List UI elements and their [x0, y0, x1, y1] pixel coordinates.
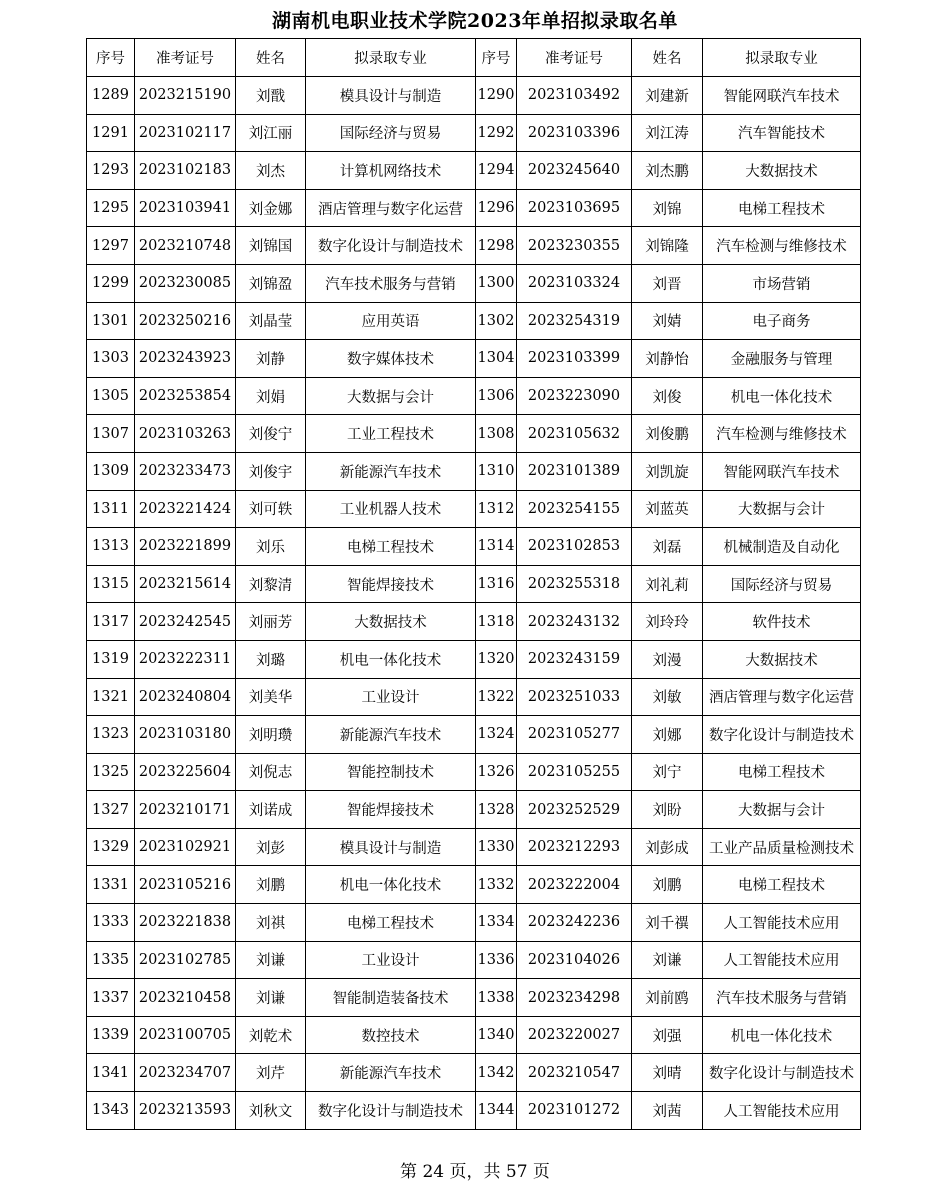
- exam-id-cell: 2023102853: [517, 528, 632, 566]
- seq-cell: 1321: [87, 678, 135, 716]
- seq-cell: 1294: [476, 152, 517, 190]
- name-cell: 刘俊宁: [236, 415, 306, 453]
- exam-id-cell: 2023225604: [135, 753, 236, 791]
- exam-id-cell: 2023243159: [517, 640, 632, 678]
- name-cell: 刘乾术: [236, 1016, 306, 1054]
- name-cell: 刘锦: [632, 189, 703, 227]
- table-row: [87, 678, 861, 716]
- table-row: [87, 377, 861, 415]
- table-row: [87, 791, 861, 829]
- table-row: [87, 490, 861, 528]
- major-cell: 智能网联汽车技术: [703, 77, 861, 115]
- table-row: [87, 1054, 861, 1092]
- name-cell: 刘江丽: [236, 114, 306, 152]
- seq-cell: 1304: [476, 340, 517, 378]
- table-row: [87, 828, 861, 866]
- col-header-exam-id: 准考证号: [135, 39, 236, 77]
- seq-cell: 1312: [476, 490, 517, 528]
- table-row: [87, 528, 861, 566]
- major-cell: 机电一体化技术: [703, 1016, 861, 1054]
- exam-id-cell: 2023254155: [517, 490, 632, 528]
- seq-cell: 1311: [87, 490, 135, 528]
- exam-id-cell: 2023212293: [517, 828, 632, 866]
- exam-id-cell: 2023103941: [135, 189, 236, 227]
- exam-id-cell: 2023254319: [517, 302, 632, 340]
- exam-id-cell: 2023221424: [135, 490, 236, 528]
- seq-cell: 1313: [87, 528, 135, 566]
- major-cell: 国际经济与贸易: [306, 114, 476, 152]
- seq-cell: 1317: [87, 603, 135, 641]
- major-cell: 汽车技术服务与营销: [703, 979, 861, 1017]
- name-cell: 刘明瓒: [236, 716, 306, 754]
- name-cell: 刘金娜: [236, 189, 306, 227]
- exam-id-cell: 2023103324: [517, 264, 632, 302]
- major-cell: 机电一体化技术: [703, 377, 861, 415]
- seq-cell: 1309: [87, 452, 135, 490]
- major-cell: 新能源汽车技术: [306, 716, 476, 754]
- name-cell: 刘玲玲: [632, 603, 703, 641]
- seq-cell: 1323: [87, 716, 135, 754]
- major-cell: 电梯工程技术: [306, 904, 476, 942]
- table-row: [87, 114, 861, 152]
- seq-cell: 1339: [87, 1016, 135, 1054]
- seq-cell: 1308: [476, 415, 517, 453]
- name-cell: 刘凯旋: [632, 452, 703, 490]
- name-cell: 刘秋文: [236, 1092, 306, 1130]
- name-cell: 刘宁: [632, 753, 703, 791]
- major-cell: 软件技术: [703, 603, 861, 641]
- name-cell: 刘俊鹏: [632, 415, 703, 453]
- exam-id-cell: 2023243132: [517, 603, 632, 641]
- major-cell: 电梯工程技术: [703, 866, 861, 904]
- name-cell: 刘江涛: [632, 114, 703, 152]
- seq-cell: 1297: [87, 227, 135, 265]
- exam-id-cell: 2023105277: [517, 716, 632, 754]
- seq-cell: 1322: [476, 678, 517, 716]
- exam-id-cell: 2023102921: [135, 828, 236, 866]
- major-cell: 新能源汽车技术: [306, 1054, 476, 1092]
- major-cell: 工业设计: [306, 678, 476, 716]
- seq-cell: 1290: [476, 77, 517, 115]
- major-cell: 新能源汽车技术: [306, 452, 476, 490]
- major-cell: 数字化设计与制造技术: [703, 1054, 861, 1092]
- major-cell: 数字化设计与制造技术: [703, 716, 861, 754]
- seq-cell: 1328: [476, 791, 517, 829]
- admission-table: [86, 38, 861, 1130]
- seq-cell: 1298: [476, 227, 517, 265]
- seq-cell: 1332: [476, 866, 517, 904]
- major-cell: 智能焊接技术: [306, 565, 476, 603]
- exam-id-cell: 2023220027: [517, 1016, 632, 1054]
- major-cell: 酒店管理与数字化运营: [703, 678, 861, 716]
- name-cell: 刘建新: [632, 77, 703, 115]
- exam-id-cell: 2023210458: [135, 979, 236, 1017]
- name-cell: 刘茜: [632, 1092, 703, 1130]
- seq-cell: 1316: [476, 565, 517, 603]
- major-cell: 数字化设计与制造技术: [306, 1092, 476, 1130]
- major-cell: 工业设计: [306, 941, 476, 979]
- table-row: [87, 340, 861, 378]
- seq-cell: 1333: [87, 904, 135, 942]
- major-cell: 酒店管理与数字化运营: [306, 189, 476, 227]
- major-cell: 大数据技术: [703, 152, 861, 190]
- major-cell: 数字媒体技术: [306, 340, 476, 378]
- major-cell: 汽车智能技术: [703, 114, 861, 152]
- name-cell: 刘锦国: [236, 227, 306, 265]
- seq-cell: 1302: [476, 302, 517, 340]
- major-cell: 大数据技术: [306, 603, 476, 641]
- name-cell: 刘芹: [236, 1054, 306, 1092]
- table-row: [87, 904, 861, 942]
- table-row: [87, 152, 861, 190]
- exam-id-cell: 2023103263: [135, 415, 236, 453]
- seq-cell: 1306: [476, 377, 517, 415]
- exam-id-cell: 2023252529: [517, 791, 632, 829]
- name-cell: 刘黎清: [236, 565, 306, 603]
- table-row: [87, 1016, 861, 1054]
- name-cell: 刘娜: [632, 716, 703, 754]
- name-cell: 刘谦: [236, 941, 306, 979]
- table-row: [87, 77, 861, 115]
- exam-id-cell: 2023103492: [517, 77, 632, 115]
- seq-cell: 1319: [87, 640, 135, 678]
- table-row: [87, 640, 861, 678]
- name-cell: 刘乐: [236, 528, 306, 566]
- major-cell: 机械制造及自动化: [703, 528, 861, 566]
- exam-id-cell: 2023234298: [517, 979, 632, 1017]
- table-row: [87, 227, 861, 265]
- exam-id-cell: 2023240804: [135, 678, 236, 716]
- seq-cell: 1295: [87, 189, 135, 227]
- table-row: [87, 565, 861, 603]
- exam-id-cell: 2023230085: [135, 264, 236, 302]
- name-cell: 刘锦隆: [632, 227, 703, 265]
- name-cell: 刘鹏: [632, 866, 703, 904]
- seq-cell: 1299: [87, 264, 135, 302]
- exam-id-cell: 2023105632: [517, 415, 632, 453]
- exam-id-cell: 2023253854: [135, 377, 236, 415]
- exam-id-cell: 2023221838: [135, 904, 236, 942]
- name-cell: 刘锦盈: [236, 264, 306, 302]
- seq-cell: 1307: [87, 415, 135, 453]
- major-cell: 智能制造装备技术: [306, 979, 476, 1017]
- name-cell: 刘鹏: [236, 866, 306, 904]
- name-cell: 刘璐: [236, 640, 306, 678]
- name-cell: 刘彭: [236, 828, 306, 866]
- name-cell: 刘杰: [236, 152, 306, 190]
- exam-id-cell: 2023223090: [517, 377, 632, 415]
- table-row: [87, 866, 861, 904]
- major-cell: 国际经济与贸易: [703, 565, 861, 603]
- name-cell: 刘美华: [236, 678, 306, 716]
- major-cell: 智能焊接技术: [306, 791, 476, 829]
- major-cell: 数控技术: [306, 1016, 476, 1054]
- seq-cell: 1340: [476, 1016, 517, 1054]
- exam-id-cell: 2023100705: [135, 1016, 236, 1054]
- major-cell: 机电一体化技术: [306, 640, 476, 678]
- seq-cell: 1292: [476, 114, 517, 152]
- seq-cell: 1336: [476, 941, 517, 979]
- col-header-major: 拟录取专业: [306, 39, 476, 77]
- seq-cell: 1320: [476, 640, 517, 678]
- table-row: [87, 452, 861, 490]
- exam-id-cell: 2023101272: [517, 1092, 632, 1130]
- table-row: [87, 302, 861, 340]
- exam-id-cell: 2023234707: [135, 1054, 236, 1092]
- major-cell: 大数据与会计: [703, 490, 861, 528]
- major-cell: 智能网联汽车技术: [703, 452, 861, 490]
- major-cell: 汽车检测与维修技术: [703, 227, 861, 265]
- major-cell: 大数据技术: [703, 640, 861, 678]
- major-cell: 模具设计与制造: [306, 828, 476, 866]
- table-row: [87, 603, 861, 641]
- name-cell: 刘静: [236, 340, 306, 378]
- name-cell: 刘可轶: [236, 490, 306, 528]
- seq-cell: 1334: [476, 904, 517, 942]
- seq-cell: 1329: [87, 828, 135, 866]
- name-cell: 刘蓝英: [632, 490, 703, 528]
- page-number: 第 24 页，共 57 页: [400, 1162, 550, 1182]
- seq-cell: 1342: [476, 1054, 517, 1092]
- major-cell: 大数据与会计: [703, 791, 861, 829]
- exam-id-cell: 2023222004: [517, 866, 632, 904]
- name-cell: 刘千禩: [632, 904, 703, 942]
- exam-id-cell: 2023103399: [517, 340, 632, 378]
- table-header-row: [87, 39, 861, 77]
- major-cell: 电梯工程技术: [703, 753, 861, 791]
- exam-id-cell: 2023245640: [517, 152, 632, 190]
- table-row: [87, 189, 861, 227]
- major-cell: 智能控制技术: [306, 753, 476, 791]
- exam-id-cell: 2023221899: [135, 528, 236, 566]
- major-cell: 汽车技术服务与营销: [306, 264, 476, 302]
- table-row: [87, 716, 861, 754]
- name-cell: 刘祺: [236, 904, 306, 942]
- exam-id-cell: 2023105255: [517, 753, 632, 791]
- exam-id-cell: 2023255318: [517, 565, 632, 603]
- major-cell: 电梯工程技术: [306, 528, 476, 566]
- table-body: [87, 77, 861, 1130]
- col-header-seq-2: 序号: [476, 39, 517, 77]
- name-cell: 刘漫: [632, 640, 703, 678]
- col-header-exam-id-2: 准考证号: [517, 39, 632, 77]
- exam-id-cell: 2023242545: [135, 603, 236, 641]
- seq-cell: 1327: [87, 791, 135, 829]
- seq-cell: 1330: [476, 828, 517, 866]
- exam-id-cell: 2023233473: [135, 452, 236, 490]
- name-cell: 刘前鸥: [632, 979, 703, 1017]
- name-cell: 刘俊宇: [236, 452, 306, 490]
- major-cell: 大数据与会计: [306, 377, 476, 415]
- name-cell: 刘彭成: [632, 828, 703, 866]
- seq-cell: 1324: [476, 716, 517, 754]
- exam-id-cell: 2023215190: [135, 77, 236, 115]
- name-cell: 刘磊: [632, 528, 703, 566]
- seq-cell: 1293: [87, 152, 135, 190]
- exam-id-cell: 2023222311: [135, 640, 236, 678]
- major-cell: 汽车检测与维修技术: [703, 415, 861, 453]
- seq-cell: 1325: [87, 753, 135, 791]
- seq-cell: 1305: [87, 377, 135, 415]
- seq-cell: 1301: [87, 302, 135, 340]
- seq-cell: 1289: [87, 77, 135, 115]
- major-cell: 电子商务: [703, 302, 861, 340]
- seq-cell: 1314: [476, 528, 517, 566]
- major-cell: 计算机网络技术: [306, 152, 476, 190]
- table-row: [87, 979, 861, 1017]
- name-cell: 刘谦: [236, 979, 306, 1017]
- name-cell: 刘晶莹: [236, 302, 306, 340]
- major-cell: 金融服务与管理: [703, 340, 861, 378]
- name-cell: 刘倪志: [236, 753, 306, 791]
- name-cell: 刘丽芳: [236, 603, 306, 641]
- major-cell: 市场营销: [703, 264, 861, 302]
- seq-cell: 1315: [87, 565, 135, 603]
- page-title: 湖南机电职业技术学院2023年单招拟录取名单: [272, 10, 678, 32]
- major-cell: 电梯工程技术: [703, 189, 861, 227]
- seq-cell: 1343: [87, 1092, 135, 1130]
- name-cell: 刘杰鹏: [632, 152, 703, 190]
- major-cell: 工业机器人技术: [306, 490, 476, 528]
- exam-id-cell: 2023103695: [517, 189, 632, 227]
- table-row: [87, 415, 861, 453]
- seq-cell: 1310: [476, 452, 517, 490]
- major-cell: 人工智能技术应用: [703, 1092, 861, 1130]
- exam-id-cell: 2023103180: [135, 716, 236, 754]
- name-cell: 刘戬: [236, 77, 306, 115]
- name-cell: 刘诺成: [236, 791, 306, 829]
- col-header-name-2: 姓名: [632, 39, 703, 77]
- name-cell: 刘静怡: [632, 340, 703, 378]
- name-cell: 刘盼: [632, 791, 703, 829]
- seq-cell: 1291: [87, 114, 135, 152]
- col-header-major-2: 拟录取专业: [703, 39, 861, 77]
- exam-id-cell: 2023230355: [517, 227, 632, 265]
- name-cell: 刘晴: [632, 1054, 703, 1092]
- exam-id-cell: 2023102785: [135, 941, 236, 979]
- exam-id-cell: 2023102117: [135, 114, 236, 152]
- major-cell: 数字化设计与制造技术: [306, 227, 476, 265]
- exam-id-cell: 2023104026: [517, 941, 632, 979]
- major-cell: 人工智能技术应用: [703, 904, 861, 942]
- major-cell: 工业产品质量检测技术: [703, 828, 861, 866]
- col-header-name: 姓名: [236, 39, 306, 77]
- exam-id-cell: 2023250216: [135, 302, 236, 340]
- exam-id-cell: 2023215614: [135, 565, 236, 603]
- seq-cell: 1338: [476, 979, 517, 1017]
- name-cell: 刘娟: [236, 377, 306, 415]
- name-cell: 刘敏: [632, 678, 703, 716]
- seq-cell: 1303: [87, 340, 135, 378]
- table-row: [87, 1092, 861, 1130]
- seq-cell: 1296: [476, 189, 517, 227]
- exam-id-cell: 2023103396: [517, 114, 632, 152]
- exam-id-cell: 2023251033: [517, 678, 632, 716]
- exam-id-cell: 2023210547: [517, 1054, 632, 1092]
- name-cell: 刘礼莉: [632, 565, 703, 603]
- major-cell: 机电一体化技术: [306, 866, 476, 904]
- seq-cell: 1326: [476, 753, 517, 791]
- major-cell: 模具设计与制造: [306, 77, 476, 115]
- table-row: [87, 753, 861, 791]
- major-cell: 人工智能技术应用: [703, 941, 861, 979]
- table-row: [87, 264, 861, 302]
- name-cell: 刘谦: [632, 941, 703, 979]
- table-row: [87, 941, 861, 979]
- name-cell: 刘晋: [632, 264, 703, 302]
- name-cell: 刘俊: [632, 377, 703, 415]
- exam-id-cell: 2023213593: [135, 1092, 236, 1130]
- exam-id-cell: 2023105216: [135, 866, 236, 904]
- exam-id-cell: 2023210171: [135, 791, 236, 829]
- exam-id-cell: 2023101389: [517, 452, 632, 490]
- seq-cell: 1331: [87, 866, 135, 904]
- exam-id-cell: 2023210748: [135, 227, 236, 265]
- seq-cell: 1337: [87, 979, 135, 1017]
- seq-cell: 1335: [87, 941, 135, 979]
- exam-id-cell: 2023243923: [135, 340, 236, 378]
- name-cell: 刘强: [632, 1016, 703, 1054]
- seq-cell: 1318: [476, 603, 517, 641]
- col-header-seq: 序号: [87, 39, 135, 77]
- major-cell: 应用英语: [306, 302, 476, 340]
- seq-cell: 1341: [87, 1054, 135, 1092]
- seq-cell: 1344: [476, 1092, 517, 1130]
- exam-id-cell: 2023242236: [517, 904, 632, 942]
- major-cell: 工业工程技术: [306, 415, 476, 453]
- name-cell: 刘婧: [632, 302, 703, 340]
- seq-cell: 1300: [476, 264, 517, 302]
- exam-id-cell: 2023102183: [135, 152, 236, 190]
